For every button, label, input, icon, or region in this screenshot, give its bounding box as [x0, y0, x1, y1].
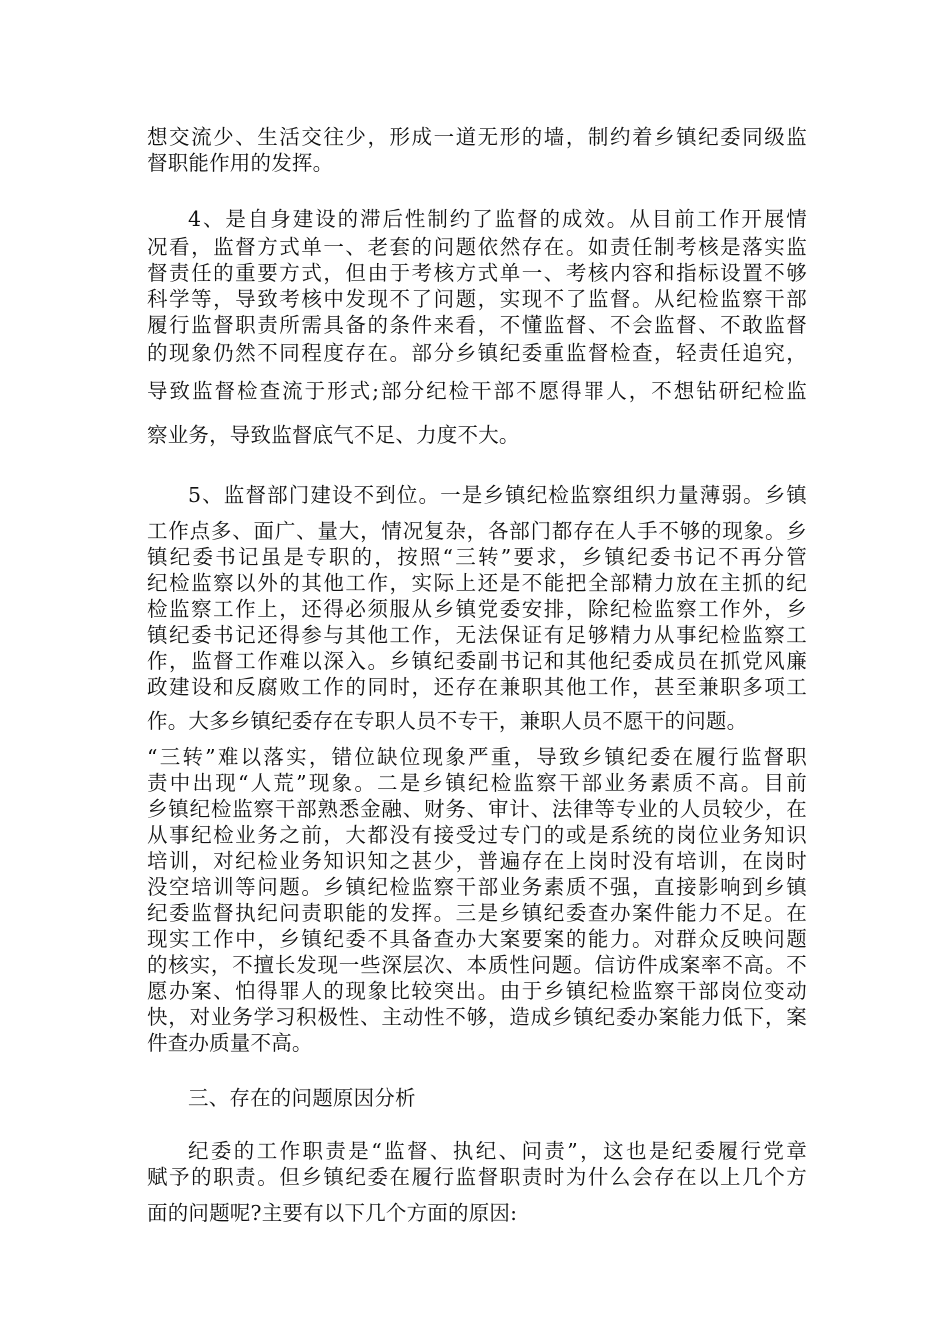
- paragraph-line: 检监察工作上，还得必须服从乡镇党委安排，除纪检监察工作外，乡: [147, 597, 807, 621]
- paragraph-line: 的现象仍然不同程度存在。部分乡镇纪委重监督检查，轻责任追究，: [147, 341, 807, 365]
- section-heading: 三、存在的问题原因分析: [188, 1086, 416, 1110]
- paragraph-line: 没空培训等问题。乡镇纪检监察干部业务素质不强，直接影响到乡镇: [147, 875, 807, 899]
- paragraph-line: 履行监督职责所需具备的条件来看，不懂监督、不会监督、不敢监督: [147, 313, 807, 337]
- paragraph-line: 督职能作用的发挥。: [147, 151, 334, 175]
- paragraph-line: 从事纪检业务之前，大都没有接受过专门的或是系统的岗位业务知识: [147, 823, 807, 847]
- paragraph-line: 况看，监督方式单一、老套的问题依然存在。如责任制考核是落实监: [147, 235, 807, 259]
- paragraph-line: 5、监督部门建设不到位。一是乡镇纪检监察组织力量薄弱。乡镇: [188, 483, 807, 507]
- paragraph-line: 现实工作中，乡镇纪委不具备查办大案要案的能力。对群众反映问题: [147, 927, 807, 951]
- paragraph-line: 镇纪委书记还得参与其他工作，无法保证有足够精力从事纪检监察工: [147, 623, 807, 647]
- paragraph-line: 乡镇纪检监察干部熟悉金融、财务、审计、法律等专业的人员较少，在: [147, 797, 807, 821]
- paragraph-line: 纪委监督执纪问责职能的发挥。三是乡镇纪委查办案件能力不足。在: [147, 901, 807, 925]
- paragraph-line: 导致监督检查流于形式;部分纪检干部不愿得罪人，不想钻研纪检监: [147, 379, 807, 403]
- paragraph-line: 纪检监察以外的其他工作，实际上还是不能把全部精力放在主抓的纪: [147, 571, 807, 595]
- paragraph-line: 面的问题呢?主要有以下几个方面的原因:: [147, 1201, 518, 1225]
- paragraph-line: 快，对业务学习积极性、主动性不够，造成乡镇纪委办案能力低下，案: [147, 1005, 807, 1029]
- paragraph-line: 件查办质量不高。: [147, 1031, 313, 1055]
- paragraph-line: 责中出现“人荒”现象。二是乡镇纪检监察干部业务素质不高。目前: [147, 771, 807, 795]
- paragraph-line: 赋予的职责。但乡镇纪委在履行监督职责时为什么会存在以上几个方: [147, 1165, 807, 1189]
- paragraph-line: 察业务，导致监督底气不足、力度不大。: [147, 423, 520, 447]
- paragraph-line: 作，监督工作难以深入。乡镇纪委副书记和其他纪委成员在抓党风廉: [147, 649, 807, 673]
- paragraph-line: 督责任的重要方式，但由于考核方式单一、考核内容和指标设置不够: [147, 261, 807, 285]
- paragraph-line: 作。大多乡镇纪委存在专职人员不专干，兼职人员不愿干的问题。: [147, 709, 748, 733]
- paragraph-line: 科学等，导致考核中发现不了问题，实现不了监督。从纪检监察干部: [147, 287, 807, 311]
- paragraph-line: 培训，对纪检业务知识知之甚少，普遍存在上岗时没有培训，在岗时: [147, 849, 807, 873]
- paragraph-line: 4、是自身建设的滞后性制约了监督的成效。从目前工作开展情: [188, 207, 807, 231]
- paragraph-line: 镇纪委书记虽是专职的，按照“三转”要求，乡镇纪委书记不再分管: [147, 545, 807, 569]
- paragraph-line: “三转”难以落实，错位缺位现象严重，导致乡镇纪委在履行监督职: [147, 745, 807, 769]
- paragraph-line: 纪委的工作职责是“监督、执纪、问责”，这也是纪委履行党章: [188, 1139, 807, 1163]
- paragraph-line: 的核实，不擅长发现一些深层次、本质性问题。信访件成案率不高。不: [147, 953, 807, 977]
- paragraph-line: 政建设和反腐败工作的同时，还存在兼职其他工作，甚至兼职多项工: [147, 675, 807, 699]
- paragraph-line: 想交流少、生活交往少，形成一道无形的墙，制约着乡镇纪委同级监: [147, 125, 807, 149]
- paragraph-line: 工作点多、面广、量大，情况复杂，各部门都存在人手不够的现象。乡: [147, 519, 807, 543]
- paragraph-line: 愿办案、怕得罪人的现象比较突出。由于乡镇纪检监察干部岗位变动: [147, 979, 807, 1003]
